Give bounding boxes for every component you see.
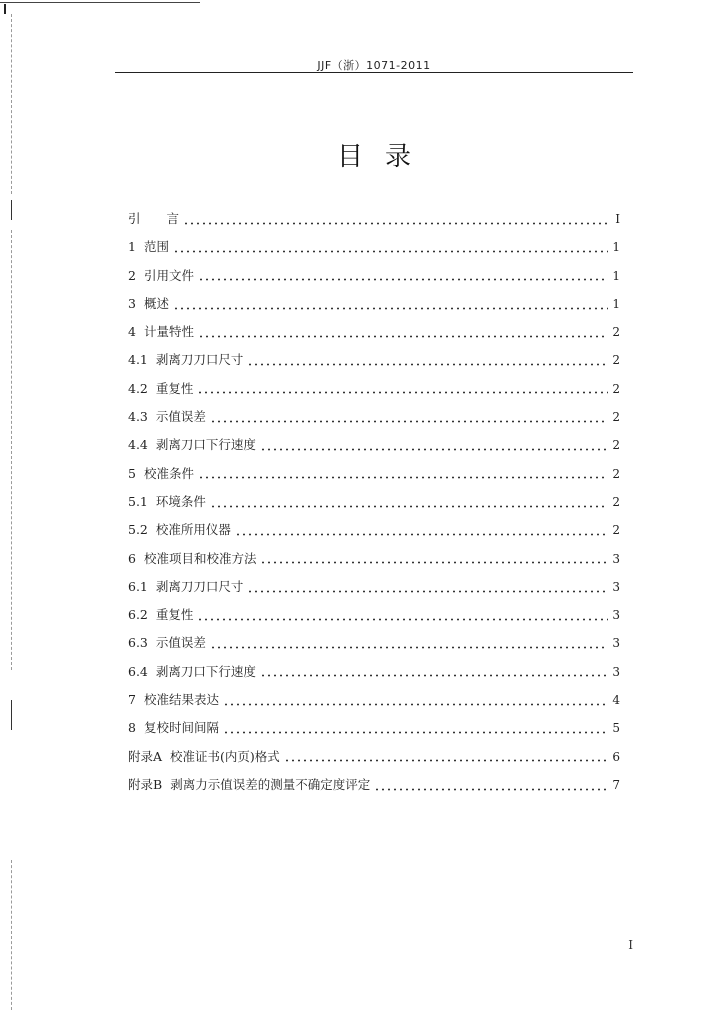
- toc-entry-number: 6.2: [128, 607, 148, 623]
- toc-entry[interactable]: [128, 488, 620, 516]
- toc-dot-leader: [173, 307, 608, 310]
- toc-dot-leader: [210, 646, 608, 649]
- toc-entry-label: 剥离刀刀口尺寸: [155, 578, 244, 594]
- page-number: I: [628, 938, 633, 952]
- toc-entry-page: 5: [612, 721, 620, 736]
- toc-dot-leader: [210, 420, 608, 423]
- toc-dot-leader: [247, 590, 608, 593]
- toc-entry-page: 6: [612, 749, 620, 764]
- toc-entry-label: 剥离刀刀口尺寸: [155, 352, 244, 368]
- toc-entry-number: 4.4: [128, 437, 148, 453]
- toc-entry[interactable]: [128, 403, 620, 431]
- toc-entry[interactable]: [128, 233, 620, 261]
- toc-entry-page: 3: [612, 551, 620, 566]
- toc-entry-label: 剥离刀口下行速度: [155, 437, 256, 453]
- toc-entry-number: 8: [128, 720, 136, 736]
- toc-entry-page: 3: [612, 608, 620, 623]
- toc-entry[interactable]: [128, 545, 620, 573]
- scan-edge-line: [11, 860, 12, 1010]
- toc-entry-label: 概述: [143, 295, 169, 311]
- toc-entry[interactable]: [128, 205, 620, 233]
- header-rule: [115, 72, 633, 73]
- toc-entry-page: 3: [612, 579, 620, 594]
- toc-entry[interactable]: [128, 318, 620, 346]
- toc-entry-page: 2: [612, 410, 620, 425]
- toc-dot-leader: [374, 788, 608, 791]
- toc-entry[interactable]: [128, 573, 620, 601]
- toc-entry-number: 6.4: [128, 663, 148, 679]
- toc-entry-label: 复校时间间隔: [143, 720, 219, 736]
- toc-entry-number: 附录B: [128, 776, 163, 792]
- toc-entry-number: 5.2: [128, 522, 148, 538]
- toc-entry-number: 4.1: [128, 352, 148, 368]
- toc-entry-page: 2: [612, 381, 620, 396]
- toc-entry-page: 1: [612, 296, 620, 311]
- toc-entry[interactable]: [128, 431, 620, 459]
- toc-dot-leader: [197, 391, 608, 394]
- document-code: JJF（浙）1071-2011: [317, 59, 431, 72]
- toc-entry-label: 校准所用仪器: [155, 522, 231, 538]
- toc-entry-number: 6.1: [128, 578, 148, 594]
- toc-entry-label: 示值误差: [155, 409, 206, 425]
- toc-entry-number: 5: [128, 465, 136, 481]
- toc-entry-number: 6.3: [128, 635, 148, 651]
- table-of-contents: [128, 205, 620, 799]
- toc-dot-leader: [197, 618, 608, 621]
- toc-entry[interactable]: [128, 601, 620, 629]
- toc-dot-leader: [260, 561, 608, 564]
- toc-entry[interactable]: [128, 516, 620, 544]
- toc-entry-label: 校准结果表达: [143, 692, 219, 708]
- toc-dot-leader: [260, 674, 608, 677]
- toc-entry-number: 引: [128, 211, 141, 226]
- toc-entry-label: 剥离刀口下行速度: [155, 663, 256, 679]
- toc-entry[interactable]: [128, 743, 620, 771]
- toc-entry-label: 引用文件: [143, 267, 194, 283]
- toc-entry-page: 4: [612, 693, 620, 708]
- toc-dot-leader: [198, 476, 608, 479]
- toc-dot-leader: [235, 533, 608, 536]
- toc-entry-page: 1: [612, 240, 620, 255]
- toc-entry-page: 2: [612, 494, 620, 509]
- toc-entry-number: 4.2: [128, 380, 148, 396]
- scan-corner-mark: [4, 4, 16, 14]
- toc-entry-page: 2: [612, 523, 620, 538]
- toc-entry-label: 范围: [143, 239, 169, 255]
- toc-entry-page: 3: [612, 664, 620, 679]
- toc-dot-leader: [284, 759, 608, 762]
- page-title: 目录: [336, 142, 433, 172]
- scan-edge-line: [11, 14, 12, 194]
- toc-dot-leader: [247, 363, 608, 366]
- toc-entry-number: 附录A: [128, 748, 163, 764]
- toc-entry-number: 6: [128, 550, 136, 566]
- scan-border-line: [0, 2, 200, 3]
- toc-entry-label: 剥离力示值误差的测量不确定度评定: [170, 776, 371, 792]
- toc-entry-label: 示值误差: [155, 635, 206, 651]
- toc-entry-page: 2: [612, 353, 620, 368]
- toc-entry-number: 7: [128, 692, 136, 708]
- toc-entry-label: 环境条件: [155, 493, 206, 509]
- toc-entry[interactable]: [128, 714, 620, 742]
- toc-entry-label: 校准条件: [143, 465, 194, 481]
- toc-dot-leader: [198, 335, 608, 338]
- toc-entry-number: 2: [128, 267, 136, 283]
- toc-entry-page: I: [615, 212, 620, 226]
- toc-entry-page: 2: [612, 438, 620, 453]
- toc-entry[interactable]: [128, 460, 620, 488]
- toc-dot-leader: [183, 222, 608, 225]
- toc-entry-number: 4: [128, 324, 136, 340]
- toc-entry-page: 3: [612, 636, 620, 651]
- toc-entry-page: 1: [612, 268, 620, 283]
- toc-entry-label: 重复性: [155, 607, 194, 623]
- scan-edge-line: [11, 200, 12, 220]
- toc-entry[interactable]: [128, 629, 620, 657]
- toc-entry-number: 1: [128, 239, 136, 255]
- toc-entry[interactable]: [128, 262, 620, 290]
- toc-entry-page: 2: [612, 325, 620, 340]
- toc-entry-label: 重复性: [155, 380, 194, 396]
- toc-entry[interactable]: [128, 658, 620, 686]
- toc-entry-page: 2: [612, 466, 620, 481]
- toc-entry-number: 3: [128, 295, 136, 311]
- toc-dot-leader: [260, 448, 608, 451]
- toc-dot-leader: [173, 250, 608, 253]
- toc-dot-leader: [198, 278, 608, 281]
- toc-entry-page: 7: [612, 777, 620, 792]
- toc-dot-leader: [223, 731, 608, 734]
- toc-entry[interactable]: [128, 375, 620, 403]
- toc-entry-label: 校准证书(内页)格式: [170, 748, 280, 764]
- toc-entry[interactable]: [128, 686, 620, 714]
- toc-entry-number: 4.3: [128, 409, 148, 425]
- toc-entry[interactable]: [128, 290, 620, 318]
- toc-dot-leader: [210, 505, 608, 508]
- toc-entry-label: 言: [166, 211, 180, 226]
- toc-entry[interactable]: [128, 771, 620, 799]
- scan-edge-line: [11, 700, 12, 730]
- toc-entry[interactable]: [128, 346, 620, 374]
- toc-entry-label: 校准项目和校准方法: [143, 550, 257, 566]
- scan-edge-line: [11, 230, 12, 670]
- toc-entry-label: 计量特性: [143, 324, 194, 340]
- toc-entry-number: 5.1: [128, 493, 148, 509]
- toc-dot-leader: [223, 703, 608, 706]
